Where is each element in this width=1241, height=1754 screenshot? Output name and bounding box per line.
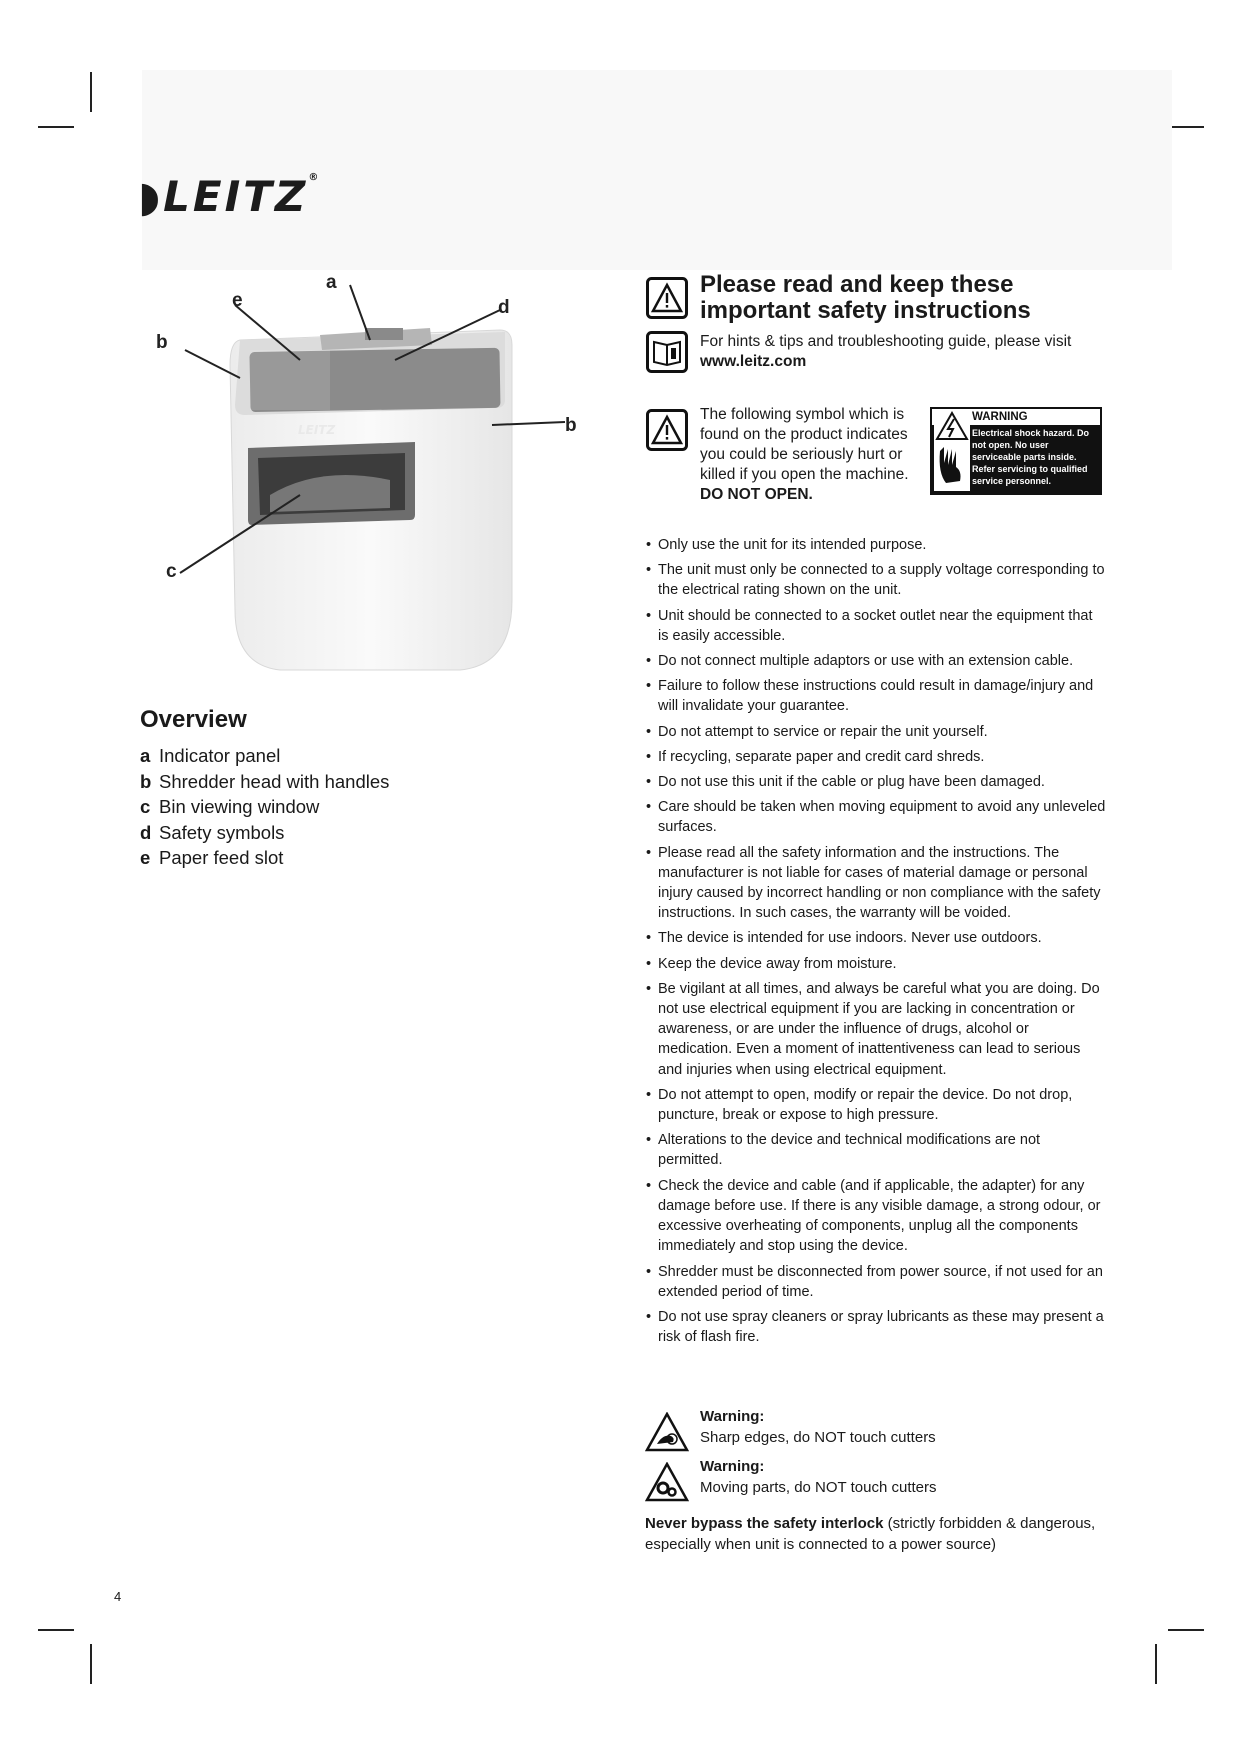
safety-rule: • Care should be taken when moving equipment to avoid any unleveled surfaces. [646,797,1106,837]
interlock-notice [645,1513,1115,1555]
overview-item: a Indicator panel [140,745,281,766]
warning-triangle-icon [646,277,688,319]
warning-title: Warning: [700,1458,765,1475]
crop-mark [38,1629,74,1631]
overview-item: c Bin viewing window [140,796,320,817]
hints-description: For hints & tips and troubleshooting guide, please visit [700,333,1072,350]
brand-name: LEITZ [163,172,309,221]
safety-rule: • Failure to follow these instructions could result in damage/injury and will invalidate your guarantee. [646,676,1106,716]
safety-rule: • Check the device and cable (and if applicable, the adapter) for any damage before use. If there is any visible damage, a strong odour, or excessive overheating of components, unplug all the components immediately and stop using the device. [646,1176,1106,1257]
logo-mark-icon: ◗ [138,172,164,221]
page-number: 4 [114,1589,122,1604]
safety-rule: • The device is intended for use indoors. Never use outdoors. [646,928,1106,948]
safety-rules-list [646,535,1106,1352]
overview-item: e Paper feed slot [140,847,284,868]
safety-rule: • Do not connect multiple adaptors or use with an extension cable. [646,651,1106,671]
safety-rule: • Alterations to the device and technical modifications are not permitted. [646,1130,1106,1170]
warning-label-title: WARNING [972,411,1028,423]
safety-rule: • Only use the unit for its intended purpose. [646,535,1106,555]
device-brand-text: LEITZ [298,423,336,437]
safety-rule: • Please read all the safety information and the instructions. The manufacturer is not liable for cases of material damage or personal injury caused by incorrect handling or non compliance with the safety instructions. In such cases, the warranty will be voided. [646,843,1106,924]
safety-rule: • Shredder must be disconnected from power source, if not used for an extended period of time. [646,1262,1106,1302]
safety-rule: • The unit must only be connected to a supply voltage corresponding to the electrical rating shown on the unit. [646,560,1106,600]
registered-mark: ® [308,172,319,183]
moving-parts-icon [645,1462,689,1502]
crop-mark [90,72,92,112]
hints-text [700,332,1100,372]
callout-d: d [498,297,510,318]
symbol-explanation [700,405,925,505]
overview-list [140,745,389,873]
sharp-edges-icon [645,1412,689,1452]
safety-rule: • Keep the device away from moisture. [646,954,1106,974]
crop-mark [1168,1629,1204,1631]
crop-mark [1168,126,1204,128]
overview-item: b Shredder head with handles [140,770,390,792]
safety-rule: • Unit should be connected to a socket outlet near the equipment that is easily accessible. [646,606,1106,646]
symbol-explanation-text: The following symbol which is found on the product indicates you could be seriously hurt or killed if you open the machine. [700,406,909,483]
callout-a: a [326,272,337,293]
moving-parts-warning [645,1456,1105,1498]
warning-label-body: Electrical shock hazard. Do not open. No user serviceable parts inside. Refer servicing to qualified service personnel. [972,428,1090,486]
overview-title: Overview [140,706,247,733]
warning-text: Sharp edges, do NOT touch cutters [700,1429,936,1446]
sharp-edges-warning [645,1406,1105,1448]
safety-rule: • Do not attempt to open, modify or repair the device. Do not drop, puncture, break or expose to high pressure. [646,1085,1106,1125]
shredder-drawing [140,270,610,690]
interlock-text: (strictly forbidden & dangerous, especially when unit is connected to a power source) [645,1515,1096,1553]
safety-rule: • If recycling, separate paper and credit card shreds. [646,747,1106,767]
website-link[interactable]: www.leitz.com [700,353,807,370]
overview-item: d Safety symbols [140,821,285,843]
safety-title [700,272,1100,324]
warning-triangle-icon [646,409,688,451]
crop-mark [1155,1644,1157,1684]
warning-text: Moving parts, do NOT touch cutters [700,1479,937,1496]
crop-mark [38,126,74,128]
brand-logo [138,172,318,221]
callout-c: c [166,561,177,582]
manual-book-icon [646,331,688,373]
header-background [142,70,1172,270]
safety-title-line: Please read and keep these [700,271,1014,298]
shredder-illustration [140,270,610,690]
safety-rule: • Be vigilant at all times, and always be careful what you are doing. Do not use electrical equipment if you are lacking in concentration or awareness, or are under the influence of drugs, alcohol or medication. Even a moment of inattentiveness can lead to serious and injuries when using electrical equipment. [646,979,1106,1080]
interlock-bold: Never bypass the safety interlock [645,1515,884,1532]
callout-e: e [232,290,243,311]
safety-title-line: important safety instructions [700,297,1031,324]
shock-hazard-icon [934,411,970,491]
safety-rule: • Do not attempt to service or repair the unit yourself. [646,722,1106,742]
warning-title: Warning: [700,1408,765,1425]
do-not-open-text: DO NOT OPEN. [700,486,813,503]
safety-rule: • Do not use this unit if the cable or plug have been damaged. [646,772,1106,792]
callout-b-left: b [156,332,168,353]
safety-rule: • Do not use spray cleaners or spray lubricants as these may present a risk of flash fire. [646,1307,1106,1347]
callout-b-right: b [565,415,577,436]
warning-label [930,407,1102,495]
crop-mark [90,1644,92,1684]
